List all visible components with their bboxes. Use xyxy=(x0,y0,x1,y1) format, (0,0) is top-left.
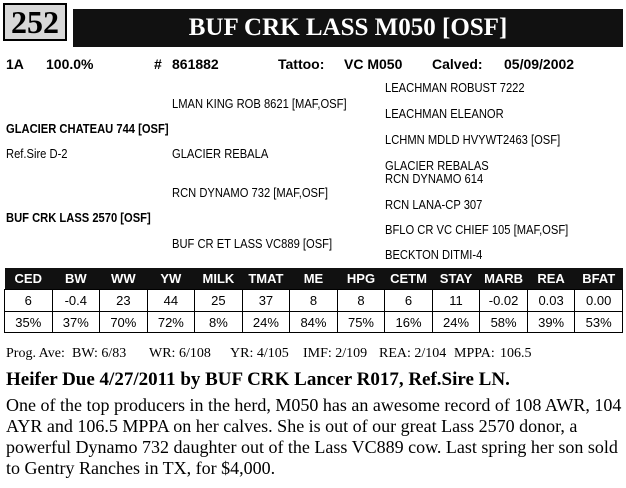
epd-value-hpg: 8 xyxy=(337,290,385,312)
pedigree-dds: BFLO CR VC CHIEF 105 [MAF,OSF] xyxy=(385,222,569,237)
epd-pct-milk: 8% xyxy=(195,312,243,333)
pedigree-dam-sire: RCN DYNAMO 732 [MAF,OSF] xyxy=(172,185,328,200)
epd-value-stay: 11 xyxy=(432,290,480,312)
epd-pct-me: 84% xyxy=(290,312,338,333)
epd-pct-hpg: 75% xyxy=(337,312,385,333)
pedigree-sss: LEACHMAN ROBUST 7222 xyxy=(385,80,525,95)
epd-header-stay: STAY xyxy=(432,268,480,290)
epd-pct-bfat: 53% xyxy=(575,312,623,333)
pedigree-dsd: RCN LANA-CP 307 xyxy=(385,197,483,212)
epd-header-hpg: HPG xyxy=(337,268,385,290)
epd-header-row xyxy=(5,268,623,290)
epd-pct-cetm: 16% xyxy=(385,312,433,333)
epd-value-bfat: 0.00 xyxy=(575,290,623,312)
epd-header-milk: MILK xyxy=(195,268,243,290)
tattoo-label: Tattoo: xyxy=(278,56,325,72)
progeny-yr: YR: 4/105 xyxy=(230,346,289,361)
pedigree-dam-dam: BUF CR ET LASS VC889 [OSF] xyxy=(172,236,333,251)
progeny-label: Prog. Ave: xyxy=(6,346,65,361)
epd-header-bw: BW xyxy=(52,268,100,290)
progeny-mppa-label: MPPA: xyxy=(454,346,495,361)
epd-pct-marb: 58% xyxy=(480,312,528,333)
epd-header-marb: MARB xyxy=(480,268,528,290)
epd-pct-rea: 39% xyxy=(527,312,575,333)
epd-pct-ced: 35% xyxy=(5,312,53,333)
epd-header-ww: WW xyxy=(100,268,148,290)
pedigree-dam: BUF CRK LASS 2570 [OSF] xyxy=(6,210,151,225)
epd-header-cetm: CETM xyxy=(385,268,433,290)
animal-name-title: BUF CRK LASS M050 [OSF] xyxy=(73,9,623,47)
heifer-due-line: Heifer Due 4/27/2011 by BUF CRK Lancer R017, Ref.Sire LN. xyxy=(6,369,510,390)
epd-value-bw: -0.4 xyxy=(52,290,100,312)
epd-percentile-row xyxy=(5,312,623,333)
tattoo-value: VC M050 xyxy=(344,56,403,72)
pedigree-sire-sire: LMAN KING ROB 8621 [MAF,OSF] xyxy=(172,96,347,111)
epd-value-cetm: 6 xyxy=(385,290,433,312)
pedigree-sire-note: Ref.Sire D-2 xyxy=(6,146,68,161)
epd-value-row xyxy=(5,290,623,312)
progeny-rea: REA: 2/104 xyxy=(379,346,447,361)
pedigree-sire: GLACIER CHATEAU 744 [OSF] xyxy=(6,121,169,136)
reg-label: # xyxy=(154,56,162,72)
description-text: One of the top producers in the herd, M050 has an awesome record of 108 AWR, 104 AYR and 106.5 MPPA on her calves. She is out of our great Lass 2570 donor, a powerful Dynamo 732 daughter out of the Lass VC889 cow. Last spring her son sold to Gentry Ranches in TX, for $4,000. xyxy=(6,395,622,478)
info-code: 1A xyxy=(6,56,24,72)
epd-value-marb: -0.02 xyxy=(480,290,528,312)
pedigree-sire-dam: GLACIER REBALA xyxy=(172,146,269,161)
epd-value-milk: 25 xyxy=(195,290,243,312)
epd-value-yw: 44 xyxy=(147,290,195,312)
epd-header-yw: YW xyxy=(147,268,195,290)
progeny-averages xyxy=(6,346,532,362)
epd-header-me: ME xyxy=(290,268,338,290)
calved-label: Calved: xyxy=(432,56,483,72)
epd-value-rea: 0.03 xyxy=(527,290,575,312)
pedigree-ddd: BECKTON DITMI-4 xyxy=(385,247,483,262)
epd-pct-ww: 70% xyxy=(100,312,148,333)
epd-value-ww: 23 xyxy=(100,290,148,312)
info-percent: 100.0% xyxy=(46,56,94,72)
progeny-wr: WR: 6/108 xyxy=(149,346,211,361)
epd-header-ced: CED xyxy=(5,268,53,290)
epd-pct-yw: 72% xyxy=(147,312,195,333)
epd-pct-stay: 24% xyxy=(432,312,480,333)
progeny-bw: BW: 6/83 xyxy=(72,346,127,361)
pedigree-dss: RCN DYNAMO 614 xyxy=(385,171,484,186)
pedigree-sds: LCHMN MDLD HVYWT2463 [OSF] xyxy=(385,132,561,147)
epd-value-me: 8 xyxy=(290,290,338,312)
epd-header-rea: REA xyxy=(527,268,575,290)
epd-pct-tmat: 24% xyxy=(242,312,290,333)
pedigree-sdd: GLACIER REBALAS xyxy=(385,158,489,173)
epd-header-tmat: TMAT xyxy=(242,268,290,290)
calved-date: 05/09/2002 xyxy=(504,56,575,72)
epd-value-tmat: 37 xyxy=(242,290,290,312)
lot-number: 252 xyxy=(3,3,67,41)
pedigree-ssd: LEACHMAN ELEANOR xyxy=(385,106,504,121)
reg-number: 861882 xyxy=(172,56,219,72)
epd-table xyxy=(4,268,623,333)
progeny-mppa: 106.5 xyxy=(500,346,532,361)
epd-value-ced: 6 xyxy=(5,290,53,312)
progeny-imf: IMF: 2/109 xyxy=(303,346,368,361)
epd-header-bfat: BFAT xyxy=(575,268,623,290)
epd-pct-bw: 37% xyxy=(52,312,100,333)
